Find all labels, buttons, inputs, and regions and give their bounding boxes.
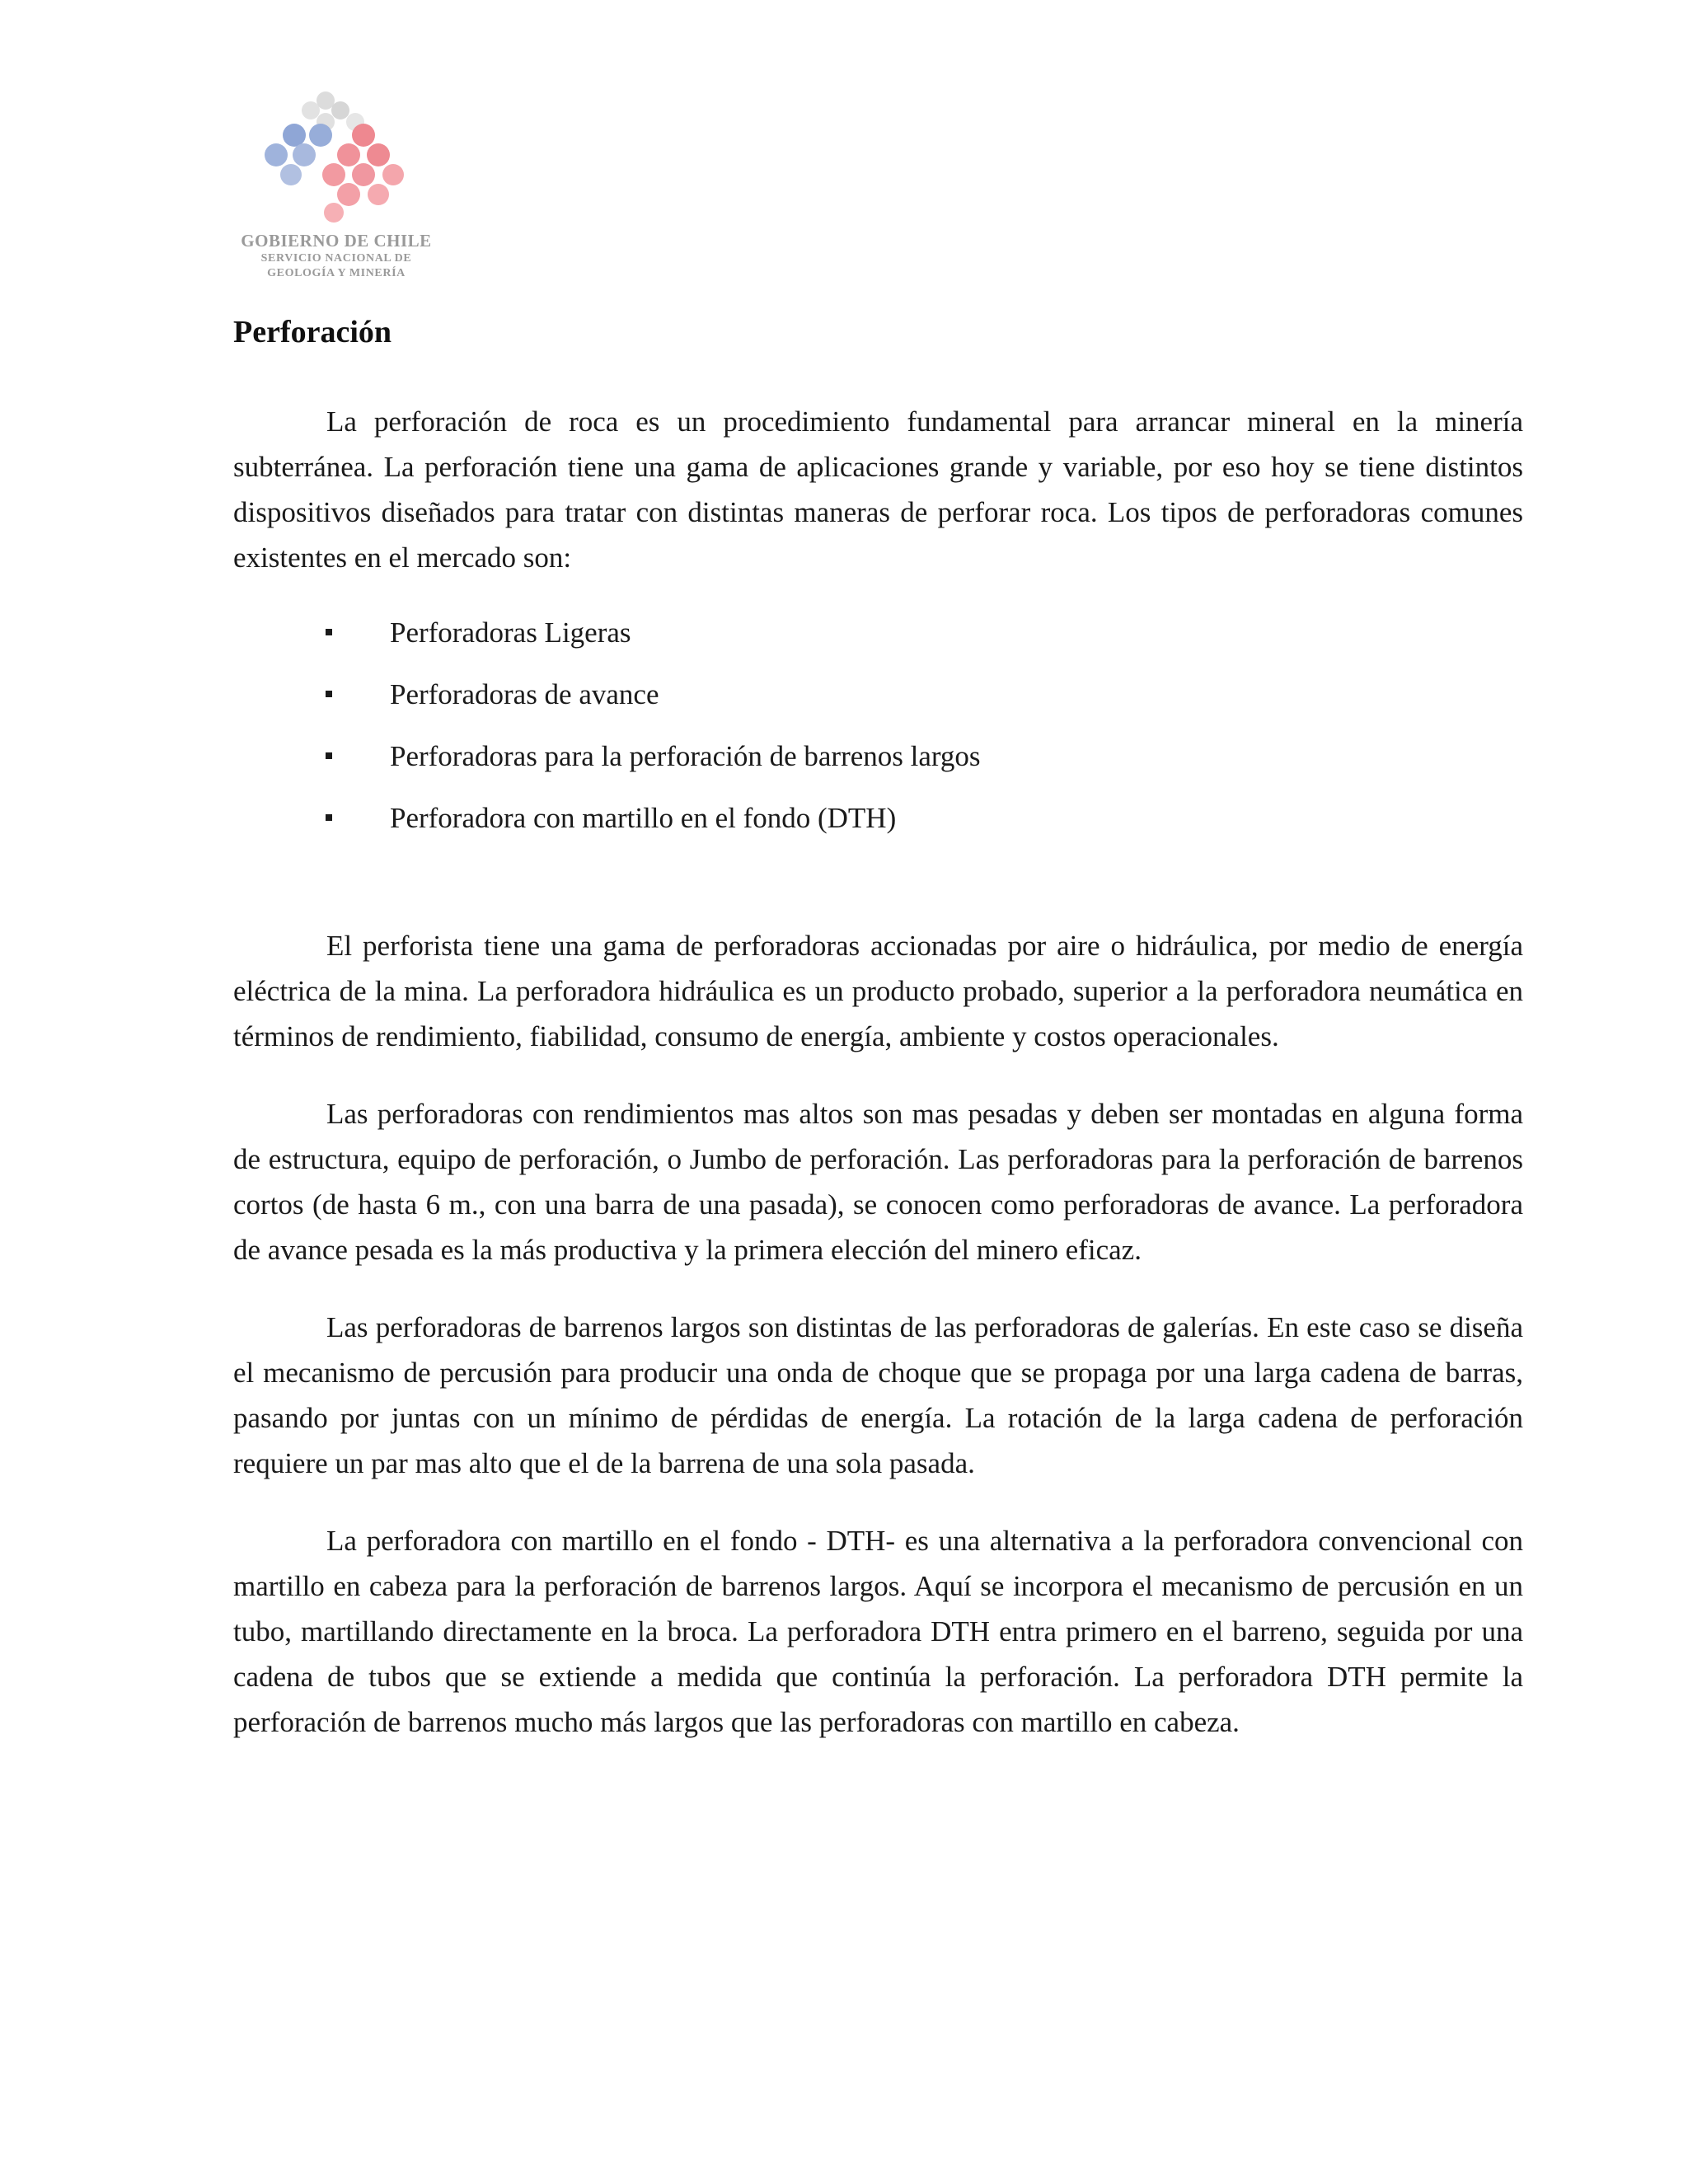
list-item bbox=[233, 602, 1523, 663]
gobierno-de-chile-logo bbox=[233, 89, 439, 287]
list-item bbox=[233, 663, 1523, 725]
drill-types-list bbox=[233, 602, 1523, 849]
document-body bbox=[233, 312, 1523, 1745]
logo-line-1: GOBIERNO DE CHILE bbox=[241, 231, 432, 251]
paragraph-hydraulic: El perforista tiene una gama de perforadoras accionadas por aire o hidráulica, por medio de energía eléctrica de la mina. La perforadora hidráulica es un producto probado, superior a la perforadora neumática en términos de rendimiento, fiabilidad, consumo de energía, ambiente y costos operacionales. bbox=[233, 930, 1523, 1052]
logo-line-2: SERVICIO NACIONAL DE bbox=[260, 252, 412, 265]
list-item-text: Perforadora con martillo en el fondo (DTH) bbox=[390, 802, 897, 834]
intro-paragraph: La perforación de roca es un procedimiento fundamental para arrancar mineral en la minería subterránea. La perforación tiene una gama de aplicaciones grande y variable, por eso hoy se tiene distintos dispositivos diseñados para tratar con distintas maneras de perforar roca. Los tipos de perforadoras comunes existentes en el mercado son: bbox=[233, 405, 1523, 574]
list-item bbox=[233, 787, 1523, 849]
square-bullet-icon bbox=[326, 752, 332, 759]
paragraph-dth: La perforadora con martillo en el fondo - DTH- es una alternativa a la perforadora convencional con martillo en cabeza para la perforación de barrenos largos. Aquí se incorpora el mecanismo de percusión en un tubo, martillando directamente en la broca. La perforadora DTH entra primero en el barreno, seguida por una cadena de tubos que se extiende a medida que continúa la perforación. La perforadora DTH permite la perforación de barrenos mucho más largos que las perforadoras con martillo en cabeza. bbox=[233, 1525, 1523, 1738]
logo-line-3: GEOLOGÍA Y MINERÍA bbox=[267, 267, 406, 279]
list-item bbox=[233, 725, 1523, 787]
list-item-text: Perforadoras Ligeras bbox=[390, 616, 631, 649]
square-bullet-icon bbox=[326, 691, 332, 697]
square-bullet-icon bbox=[326, 629, 332, 635]
list-item-text: Perforadoras de avance bbox=[390, 678, 659, 710]
logo-diamond-mark-icon bbox=[258, 89, 415, 229]
square-bullet-icon bbox=[326, 814, 332, 821]
section-title: Perforación bbox=[233, 315, 392, 349]
paragraph-heavy-drills: Las perforadoras con rendimientos mas altos son mas pesadas y deben ser montadas en alguna forma de estructura, equipo de perforación, o Jumbo de perforación. Las perforadoras para la perforación de barrenos cortos (de hasta 6 m., con una barra de una pasada), se conocen como perforadoras de avance. La perforadora de avance pesada es la más productiva y la primera elección del minero eficaz. bbox=[233, 1098, 1523, 1266]
paragraph-long-holes: Las perforadoras de barrenos largos son distintas de las perforadoras de galerías. En este caso se diseña el mecanismo de percusión para producir una onda de choque que se propaga por una larga cadena de barras, pasando por juntas con un mínimo de pérdidas de energía. La rotación de la larga cadena de perforación requiere un par mas alto que el de la barrena de una sola pasada. bbox=[233, 1311, 1523, 1479]
list-item-text: Perforadoras para la perforación de barrenos largos bbox=[390, 740, 981, 772]
